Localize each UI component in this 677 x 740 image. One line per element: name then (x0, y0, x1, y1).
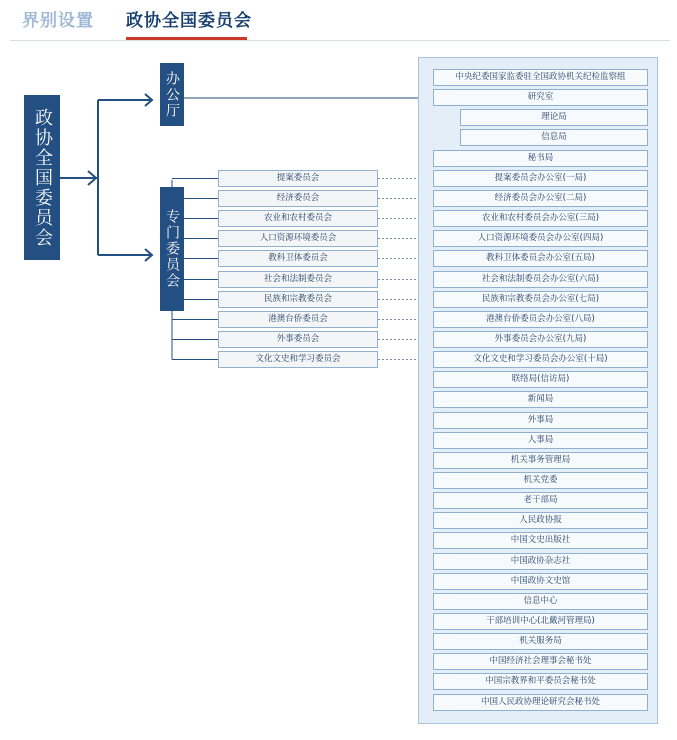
office-unit-item: 研究室 (433, 89, 648, 106)
tab-national-committee[interactable]: 政协全国委员会 (126, 11, 252, 31)
office-unit-item: 机关事务管理局 (433, 452, 648, 469)
special-committee-item: 港澳台侨委员会 (218, 311, 378, 328)
office-unit-item: 机关服务局 (433, 633, 648, 650)
office-unit-item: 外事局 (433, 412, 648, 429)
research-sub-unit: 信息局 (460, 129, 648, 146)
committee-office-item: 提案委员会办公室(一局) (433, 170, 648, 187)
committee-office-item: 农业和农村委员会办公室(三局) (433, 210, 648, 227)
special-committee-item: 教科卫体委员会 (218, 250, 378, 267)
committee-office-item: 外事委员会办公室(九局) (433, 331, 648, 348)
office-unit-item: 人民政协报 (433, 512, 648, 529)
special-committee-item: 文化文史和学习委员会 (218, 351, 378, 368)
office-unit-item: 联络局(信访局) (433, 371, 648, 388)
special-committee-item: 农业和农村委员会 (218, 210, 378, 227)
office-unit-item: 中国政协文史馆 (433, 573, 648, 590)
committee-office-item: 教科卫体委员会办公室(五局) (433, 250, 648, 267)
root-node: 政协全国委员会 (24, 95, 60, 260)
office-unit-item: 中央纪委国家监委驻全国政协机关纪检监察组 (433, 69, 648, 86)
office-unit-item: 新闻局 (433, 391, 648, 408)
office-unit-item: 中国人民政协理论研究会秘书处 (433, 694, 648, 711)
research-sub-unit: 理论局 (460, 109, 648, 126)
office-unit-item: 机关党委 (433, 472, 648, 489)
special-committee-item: 人口资源环境委员会 (218, 230, 378, 247)
special-committee-item: 社会和法制委员会 (218, 271, 378, 288)
general-office-node: 办公厅 (160, 63, 184, 126)
committee-office-item: 民族和宗教委员会办公室(七局) (433, 291, 648, 308)
special-committee-item: 提案委员会 (218, 170, 378, 187)
special-committees-node: 专门委员会 (160, 187, 184, 311)
special-committee-item: 经济委员会 (218, 190, 378, 207)
office-unit-item: 人事局 (433, 432, 648, 449)
tab-sector-settings[interactable]: 界别设置 (22, 11, 94, 31)
office-unit-item: 老干部局 (433, 492, 648, 509)
office-unit-item: 中国文史出版社 (433, 532, 648, 549)
special-committee-item: 民族和宗教委员会 (218, 291, 378, 308)
committee-office-item: 人口资源环境委员会办公室(四局) (433, 230, 648, 247)
office-unit-item: 中国宗教界和平委员会秘书处 (433, 673, 648, 690)
office-unit-item: 秘书局 (433, 150, 648, 167)
committee-office-item: 经济委员会办公室(二局) (433, 190, 648, 207)
office-unit-item: 中国政协杂志社 (433, 553, 648, 570)
committee-office-item: 港澳台侨委员会办公室(八局) (433, 311, 648, 328)
office-unit-item: 信息中心 (433, 593, 648, 610)
committee-office-item: 社会和法制委员会办公室(六局) (433, 271, 648, 288)
committee-office-item: 文化文史和学习委员会办公室(十局) (433, 351, 648, 368)
special-committee-item: 外事委员会 (218, 331, 378, 348)
office-unit-item: 干部培训中心(北戴河管理局) (433, 613, 648, 630)
office-unit-item: 中国经济社会理事会秘书处 (433, 653, 648, 670)
